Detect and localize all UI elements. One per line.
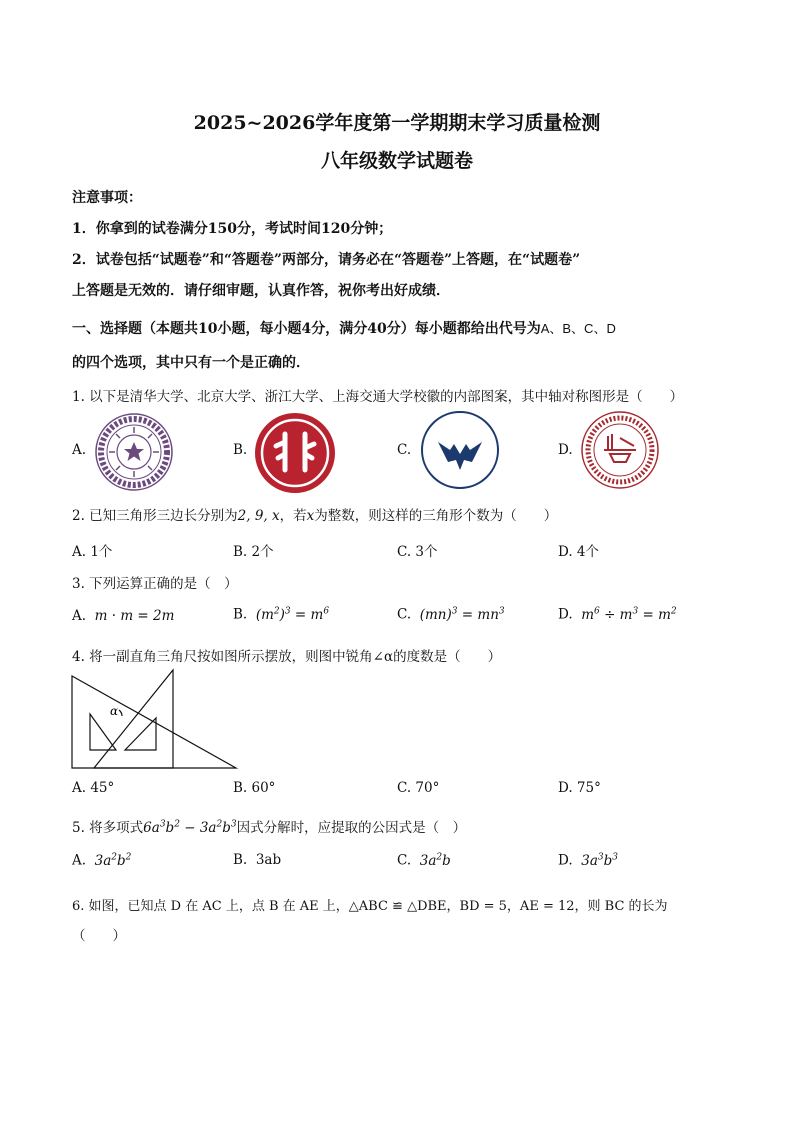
notes-item-2b: 上答题是无效的．请仔细审题，认真作答，祝你考出好成绩．	[72, 283, 450, 299]
q5-polynomial: $6a^3b^2 - 3a^2b^3$	[143, 819, 237, 836]
tsinghua-emblem	[94, 412, 174, 492]
section-1-heading: 一、选择题（本题共10小题，每小题4分，满分40分）每小题都给出代号为	[72, 321, 541, 337]
notes-item-2a: 2．试卷包括“试题卷”和“答题卷”两部分，请务必在“答题卷”上答题，在“试题卷”	[72, 252, 581, 268]
q2-option-a: A. 1个	[72, 544, 113, 560]
q2-option-d: D. 4个	[558, 544, 600, 560]
q2-stem-c: 为整数，则这样的三角形个数为（ ）	[314, 508, 558, 524]
question-4-stem: 4. 将一副直角三角尺按如图所示摆放，则图中锐角∠α的度数是（ ）	[72, 649, 502, 665]
q5-label-b: B.	[233, 852, 248, 868]
q5-expr-c: $3a^2b$	[419, 852, 451, 869]
q1-label-b: B.	[233, 442, 248, 458]
q3-label-d: D.	[558, 606, 573, 623]
q3-label-a: A.	[72, 608, 87, 624]
notes-item-1: 1．你拿到的试卷满分150分，考试时间120分钟；	[72, 221, 393, 237]
q4-option-d: D. 75°	[558, 780, 601, 796]
q3-expr-c: $(mn)^3 = mn^3$	[419, 606, 505, 623]
q1-label-c: C.	[397, 442, 412, 458]
question-6-stem: 6. 如图，已知点 D 在 AC 上，点 B 在 AE 上，△ABC ≌ △DBE，BD = 5，AE = 12，则 BC 的长为	[72, 899, 668, 914]
pku-emblem	[254, 412, 336, 494]
exam-title: 2025~2026学年度第一学期期末学习质量检测	[193, 112, 601, 134]
q5-label-a: A.	[72, 852, 87, 869]
alpha-label: α	[110, 704, 119, 718]
q3-option-d	[558, 606, 677, 623]
section-1-line-1	[72, 318, 616, 338]
sjtu-emblem	[580, 410, 660, 490]
q4-option-c: C. 70°	[397, 780, 440, 796]
option-codes: A、B、C、D	[540, 321, 616, 336]
q5-option-a	[72, 852, 131, 869]
q3-option-c	[397, 606, 505, 623]
q5-expr-b: 3ab	[255, 852, 282, 868]
q2-option-b: B. 2个	[233, 544, 274, 560]
q3-label-b: B.	[233, 606, 248, 623]
q5-label-d: D.	[558, 852, 573, 869]
q2-option-c: C. 3个	[397, 544, 438, 560]
q3-expr-d: $m^6 \div m^3 = m^2$	[581, 606, 677, 623]
q3-option-a	[72, 608, 174, 624]
q2-variable: x	[306, 508, 315, 524]
q5-option-c	[397, 852, 451, 869]
q4-option-a: A. 45°	[72, 780, 115, 796]
q3-option-b	[233, 606, 329, 623]
notes-heading: 注意事项：	[72, 190, 142, 206]
q1-label-d: D.	[558, 442, 573, 458]
q3-expr-a: m · m = 2m	[94, 608, 175, 624]
set-squares-figure	[70, 668, 240, 772]
section-1-line-2: 的四个选项，其中只有一个是正确的．	[72, 355, 310, 371]
q5-label-c: C.	[397, 852, 412, 869]
question-6-stem-2: （ ）	[72, 928, 126, 944]
q2-stem-a: 2. 已知三角形三边长分别为	[72, 508, 238, 524]
question-2-stem	[72, 504, 557, 524]
q2-sides: 2, 9, x	[237, 508, 280, 524]
q5-stem-a: 5. 将多项式	[72, 820, 144, 836]
q3-label-c: C.	[397, 606, 412, 623]
q5-option-b	[233, 852, 281, 868]
q5-expr-d: $3a^3b^3$	[581, 852, 618, 869]
q3-expr-b: $(m^2)^3 = m^6$	[255, 606, 330, 623]
q5-option-d	[558, 852, 618, 869]
question-3-stem: 3. 下列运算正确的是（ ）	[72, 576, 238, 592]
zju-emblem	[420, 410, 500, 490]
q4-option-b: B. 60°	[233, 780, 276, 796]
question-5-stem	[72, 816, 466, 836]
exam-subtitle: 八年级数学试题卷	[320, 150, 473, 172]
q1-label-a: A.	[72, 442, 87, 458]
q5-expr-a: $3a^2b^2$	[94, 852, 132, 869]
q5-stem-b: 因式分解时，应提取的公因式是（ ）	[236, 820, 467, 836]
question-1-stem: 1. 以下是清华大学、北京大学、浙江大学、上海交通大学校徽的内部图案，其中轴对称图形是（ ）	[72, 389, 684, 405]
q2-stem-b: ，若	[279, 508, 307, 524]
